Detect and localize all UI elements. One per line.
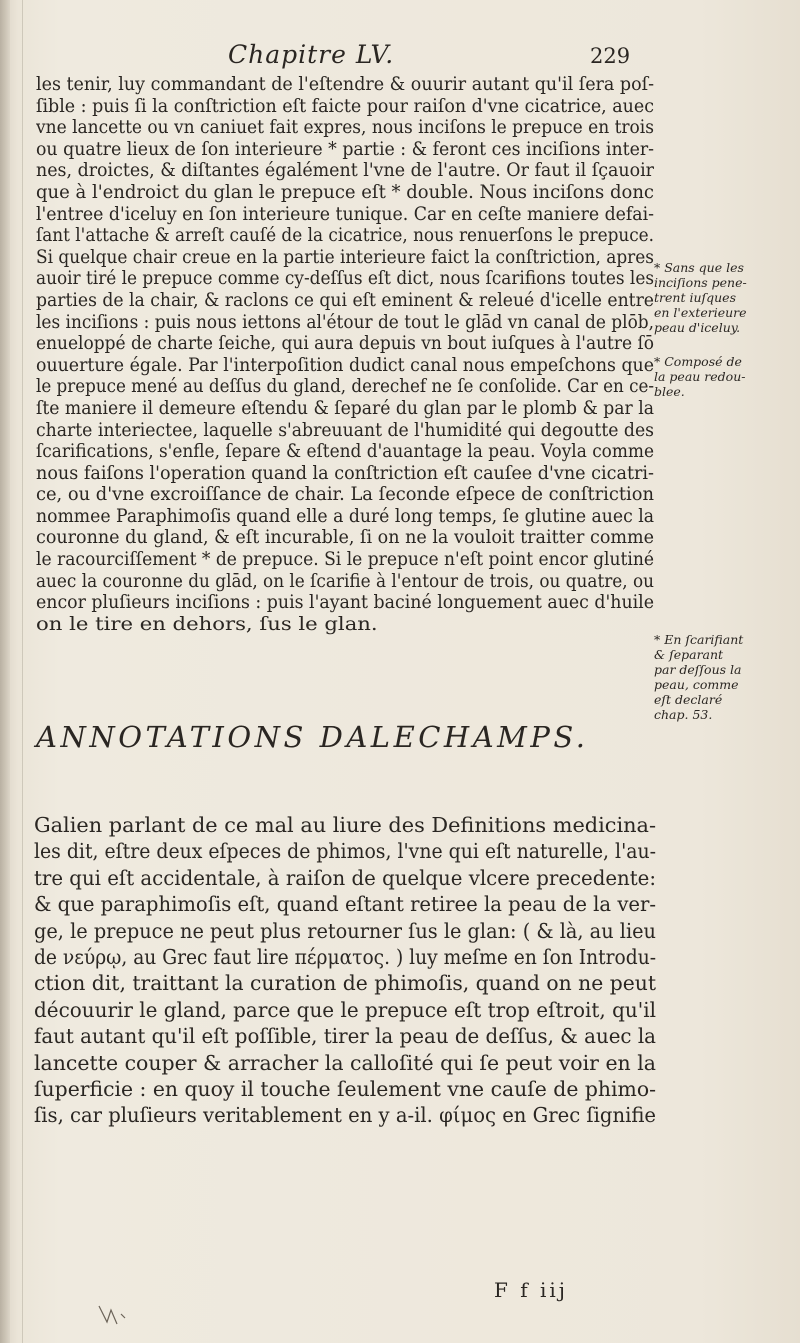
annotations-text <box>34 812 658 1129</box>
running-head <box>0 40 800 74</box>
text-line: charte interiectee, laquelle s'abreuuant de l'humidité qui degoutte des <box>36 419 654 441</box>
margin-note-line: peau d'iceluy. <box>654 320 741 335</box>
text-line: ſible : puis ſi la conſtriction eſt faicte pour raiſon d'vne cicatrice, auec <box>36 95 654 117</box>
annotation-line: ſuperficie : en quoy il touche ſeulement vne cauſe de phimo- <box>34 1076 657 1101</box>
text-line: le racourciſſement * de prepuce. Si le prepuce n'eſt point encor glutiné <box>36 549 654 571</box>
margin-note <box>654 354 745 399</box>
page-number: 229 <box>590 44 631 68</box>
annotation-line: Galien parlant de ce mal au liure des Definitions medicina- <box>34 813 656 837</box>
text-line: ſcarifications, s'enfle, ſepare & eſtend d'auantage la peau. Voyla comme <box>36 441 654 463</box>
text-line: Si quelque chair creue en la partie interieure faict la conſtriction, apres <box>36 246 654 268</box>
text-line: nous faiſons l'operation quand la conſtriction eſt cauſee d'vne cicatri- <box>36 462 654 484</box>
text-line: nommee Paraphimoſis quand elle a duré long temps, ſe glutine auec la <box>36 505 654 527</box>
margin-note-line: * Composé de <box>654 354 742 369</box>
annotation-line: lancette couper & arracher la calloſité qui ſe peut voir en la <box>34 1050 656 1075</box>
margin-note-line: par deſſous la <box>654 662 742 677</box>
text-line: parties de la chair, & raclons ce qui eſt eminent & releué d'icelle entre <box>36 289 654 311</box>
annotation-line: les dit, eſtre deux eſpeces de phimos, l'vne qui eſt naturelle, l'au- <box>34 839 656 864</box>
page-margin-rule <box>22 0 23 1343</box>
text-line: vne lancette ou vn caniuet fait expres, nous inciſons le prepuce en trois <box>36 117 654 139</box>
text-line: le prepuce mené au deſſus du gland, derechef ne ſe conſolide. Car en ce- <box>36 376 654 398</box>
margin-note-line: chap. 53. <box>654 707 713 722</box>
margin-note-line: peau, comme <box>654 677 739 692</box>
margin-note-line: & ſeparant <box>654 647 724 662</box>
annotation-line: ge, le prepuce ne peut plus retourner ſus le glan: ( & là, au lieu <box>34 918 656 943</box>
margin-note <box>654 260 747 335</box>
text-line: que à l'endroict du glan le prepuce eſt * double. Nous inciſons donc <box>36 181 654 203</box>
margin-note-line: la peau redou- <box>654 369 746 384</box>
binding-gutter <box>0 0 10 1343</box>
margin-note-line: * Sans que les <box>654 260 744 275</box>
annotation-line: & que paraphimoſis eſt, quand eſtant retiree la peau de la ver- <box>34 892 656 917</box>
text-line: ouuerture égale. Par l'interpoſition dudict canal nous empeſchons que <box>36 354 654 376</box>
text-line: les inciſions : puis nous iettons al'étour de tout le glād vn canal de plōb, <box>36 311 654 333</box>
annotation-line: découurir le gland, parce que le prepuce eſt trop eſtroit, qu'il <box>34 997 656 1022</box>
margin-note <box>654 632 743 722</box>
margin-note-line: en l'exterieure <box>654 305 747 320</box>
margin-note-line: eſt declaré <box>654 692 723 707</box>
text-line: couronne du gland, & eſt incurable, ſi on ne la vouloit traitter comme <box>36 527 654 549</box>
margin-note-line: blee. <box>654 384 685 399</box>
text-line: ſte maniere il demeure eſtendu & ſeparé du glan par le plomb & par la <box>36 397 654 419</box>
chapter-title: Chapitre LV. <box>228 40 395 69</box>
text-line: encor pluſieurs inciſions : puis l'ayant baciné longuement auec d'huile <box>36 592 654 614</box>
annotation-line: faut autant qu'il eſt poſſible, tirer la peau de deſſus, & auec la <box>34 1024 656 1049</box>
text-line: nes, droictes, & diſtantes égalément l'vne de l'autre. Or faut il ſçauoir <box>36 160 654 182</box>
margin-note-line: * En ſcarifiant <box>654 632 744 647</box>
text-line: ſant l'attache & arreſt cauſé de la cicatrice, nous renuerſons le prepuce. <box>36 225 654 247</box>
annotation-line: tre qui eſt accidentale, à raiſon de quelque vlcere precedente: <box>34 865 656 890</box>
text-line: auoir tiré le prepuce comme cy-deſſus eſt dict, nous ſcarifions toutes les <box>36 268 654 290</box>
annotations-heading: ANNOTATIONS DALECHAMPS. <box>36 720 589 754</box>
text-line: ce, ou d'vne excroiſſance de chair. La ſeconde eſpece de conſtriction <box>36 484 654 506</box>
text-line: auec la couronne du glād, on le ſcarifie à l'entour de trois, ou quatre, ou <box>36 570 654 592</box>
text-line: enueloppé de charte ſeiche, qui aura depuis vn bout iuſques à l'autre ſō <box>36 333 654 355</box>
annotation-line: de νεύρῳ, au Grec faut lire πέρματος. ) luy meſme en ſon Introdu- <box>34 944 656 969</box>
annotation-line: ſis, car pluſieurs veritablement en y a-il. φίμος en Grec ſignifie <box>34 1103 656 1128</box>
annotation-line: ction dit, traittant la curation de phimoſis, quand on ne peut <box>34 971 656 996</box>
signature-mark: F f iij <box>494 1278 568 1302</box>
main-text <box>36 74 668 635</box>
margin-note-line: trent iuſques <box>654 290 736 305</box>
text-line: les tenir, luy commandant de l'eſtendre & ouurir autant qu'il ſera poſ- <box>36 74 654 95</box>
margin-note-line: inciſions pene- <box>654 275 747 290</box>
ink-scribble <box>95 1300 135 1330</box>
text-line: ou quatre lieux de ſon interieure * partie : & feront ces inciſions inter- <box>36 138 654 160</box>
text-line: l'entree d'iceluy en ſon interieure tunique. Car en ceſte maniere defai- <box>36 203 654 225</box>
text-line: on le tire en dehors, ſus le glan. <box>36 613 378 635</box>
